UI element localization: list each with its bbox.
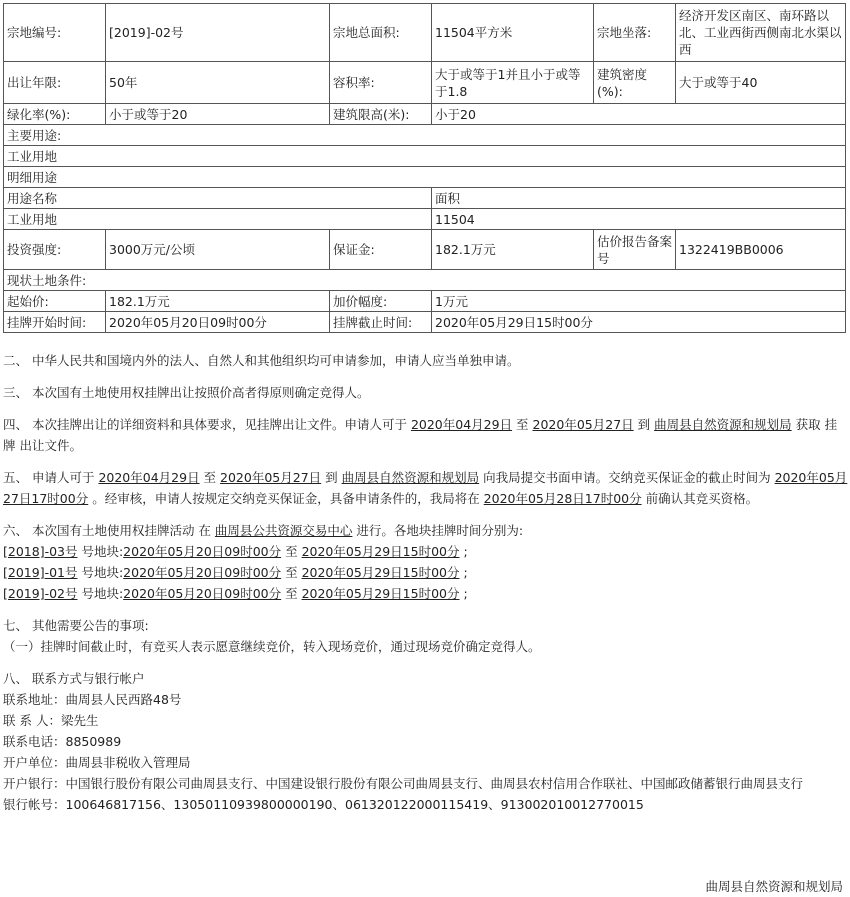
contact-phone: 联系电话：8850989 [3,734,122,749]
section-6 [3,520,848,541]
plot-ratio-label: 容积率: [330,62,432,104]
bank-names: 开户银行：中国银行股份有限公司曲周县支行、中国建设银行股份有限公司曲周县支行、曲周县农村信用合作联社、中国邮政储蓄银行曲周县支行 [3,776,804,791]
s5-org: 曲周县自然资源和规划局 [341,470,480,485]
appraisal-no-value: 1322419BB0006 [676,230,846,270]
parcel-no-label: 宗地编号: [4,4,106,62]
s4-text-b: 至 [512,417,533,432]
contact-person: 联 系 人：梁先生 [3,713,99,728]
s5-deposit-deadline: 2020年05月27日17时00分 [3,470,848,506]
s5-date-from: 2020年04月29日 [98,470,200,485]
s4-date-from: 2020年04月29日 [410,417,513,432]
current-condition-label: 现状土地条件: [4,270,846,291]
listing-to: 至 [281,544,302,559]
listing-tail: ; [459,565,468,580]
detail-use-label: 明细用途 [4,167,846,188]
total-area-label: 宗地总面积: [330,4,432,62]
issuer-signature: 曲周县自然资源和规划局 [705,879,843,894]
parcel-no-value: [2019]-02号 [106,4,330,62]
investment-intensity-value: 3000万元/公顷 [106,230,330,270]
use-area-value: 11504 [432,209,846,230]
green-rate-label: 绿化率(%): [4,104,106,125]
account-unit: 开户单位：曲周县非税收入管理局 [3,755,191,770]
listing-tail: ; [459,586,468,601]
parcel-code: [2018]-03号 [3,544,78,559]
s5-text-b: 至 [199,470,221,485]
appraisal-no-label: 估价报告备案号 [594,230,676,270]
green-rate-value: 小于或等于20 [106,104,330,125]
start-price-value: 182.1万元 [106,291,330,312]
s4-date-to: 2020年05月27日 [532,417,634,432]
listing-start: 2020年05月20日09时00分 [123,544,282,559]
s5-text-e: 向我局提交书面申请。交纳竞买保证金的截止时间为 [479,470,775,485]
listing-start: 2020年05月20日09时00分 [123,586,282,601]
listing-end: 2020年05月29日15时00分 [301,586,460,601]
building-density-label: 建筑密度(%): [594,62,676,104]
parcel-code: [2019]-02号 [3,586,78,601]
plot-ratio-value: 大于或等于1并且小于或等于1.8 [432,62,594,104]
use-name-header: 用途名称 [4,188,432,209]
increment-value: 1万元 [432,291,846,312]
term-value: 50年 [106,62,330,104]
listing-start: 2020年05月20日09时00分 [123,565,282,580]
listing-row [3,583,848,604]
listing-end-value: 2020年05月29日15时00分 [432,312,846,333]
section-2: 二、 中华人民共和国境内外的法人、自然人和其他组织均可申请参加，申请人应当单独申请。 [3,353,520,368]
section-3: 三、 本次国有土地使用权挂牌出让按照价高者得原则确定竞得人。 [3,385,370,400]
section-7: 七、 其他需要公告的事项: [3,618,149,633]
s6-text-a: 六、 本次国有土地使用权挂牌活动 在 [3,523,215,538]
section-4 [3,414,848,456]
s5-date-to: 2020年05月27日 [220,470,322,485]
location-label: 宗地坐落: [594,4,676,62]
location-value: 经济开发区南区、南环路以北、工业西街西侧南北水渠以西 [676,4,846,62]
use-name-value: 工业用地 [4,209,432,230]
main-use-label: 主要用途: [4,125,846,146]
section-8: 八、 联系方式与银行帐户 [3,671,145,686]
s4-text-a: 四、 本次挂牌出让的详细资料和具体要求，见挂牌出让文件。申请人可于 [3,417,411,432]
start-price-label: 起始价: [4,291,106,312]
increment-label: 加价幅度: [330,291,432,312]
listing-end-label: 挂牌截止时间: [330,312,432,333]
section-5 [3,467,848,509]
listing-to: 至 [281,586,302,601]
listing-row [3,541,848,562]
s6-text-b: 进行。各地块挂牌时间分别为: [352,523,524,538]
investment-intensity-label: 投资强度: [4,230,106,270]
main-use-value: 工业用地 [4,146,846,167]
s4-org: 曲周县自然资源和规划局 [654,417,792,432]
bank-accounts: 银行帐号：100646817156、13050110939800000190、061320122000115419、913002010012770015 [3,797,644,812]
height-limit-value: 小于20 [432,104,846,125]
s5-text-c: 到 [321,470,342,485]
building-density-value: 大于或等于40 [676,62,846,104]
parcel-text: 号地块: [77,586,124,601]
s4-text-c: 到 [633,417,655,432]
total-area-value: 11504平方米 [432,4,594,62]
listing-start-value: 2020年05月20日09时00分 [106,312,330,333]
deposit-value: 182.1万元 [432,230,594,270]
s5-text-f: 。经审核，申请人按规定交纳竞买保证金，具备申请条件的，我局将在 [88,491,484,506]
s6-trading-center: 曲周县公共资源交易中心 [214,523,353,538]
listing-end: 2020年05月29日15时00分 [301,544,460,559]
listing-row [3,562,848,583]
listing-start-label: 挂牌开始时间: [4,312,106,333]
s5-text-a: 五、 申请人可于 [3,470,99,485]
deposit-label: 保证金: [330,230,432,270]
parcel-code: [2019]-01号 [3,565,78,580]
listing-tail: ; [459,544,468,559]
term-label: 出让年限: [4,62,106,104]
parcel-text: 号地块: [77,544,124,559]
s5-confirm-deadline: 2020年05月28日17时00分 [483,491,642,506]
listing-to: 至 [281,565,302,580]
parcel-text: 号地块: [77,565,124,580]
area-header: 面积 [432,188,846,209]
announcement-notes [3,350,848,815]
section-7-item-1: （一）挂牌时间截止时，有竞买人表示愿意继续竞价，转入现场竞价，通过现场竞价确定竞得人。 [3,639,541,654]
land-info-table [3,3,846,333]
s4-text-e: 获取 挂牌 出让文件。 [3,417,838,453]
height-limit-label: 建筑限高(米): [330,104,432,125]
s5-text-g: 前确认其竞买资格。 [641,491,759,506]
contact-address: 联系地址：曲周县人民西路48号 [3,692,182,707]
listing-end: 2020年05月29日15时00分 [301,565,460,580]
